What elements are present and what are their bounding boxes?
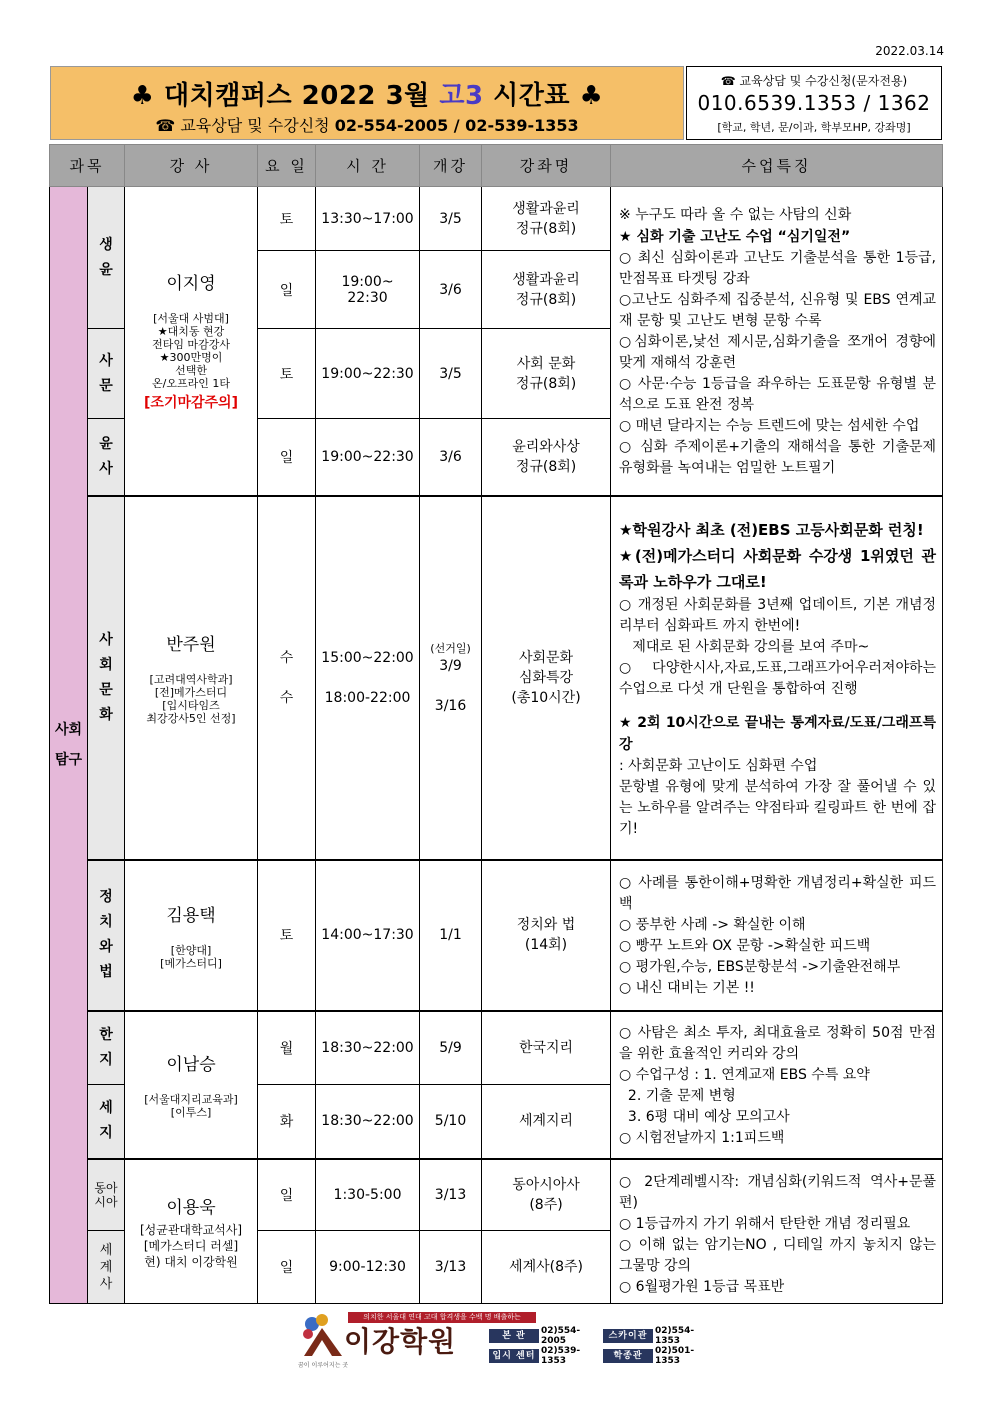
day-cell: 토 [258,329,316,419]
teacher-credentials: [고려대역사학과] [전]메가스터디 [입시타임즈 최강강사5인 선정] [146,673,236,725]
phone-line [51,113,683,136]
timetable [49,144,943,1304]
table-row [50,1159,943,1231]
feature-line: ○ 사례를 통한이해+명확한 개념정리+확실한 피드백 [619,875,937,912]
start-cell: 5/10 [420,1085,482,1159]
academy-name: 이강학원 [344,1325,457,1358]
feature-line: ○ 최신 심화이론과 고난도 기출분석을 통한 1등급,만점목표 타겟팅 강좌 [619,250,937,288]
start-cell: 1/1 [420,860,482,1011]
branch-number: 02)554-1353 [655,1326,695,1346]
branch-label: 학종관 [603,1349,653,1363]
table-row [50,1011,943,1085]
features-cell [611,187,943,496]
course-cell: 한국지리 [482,1011,611,1085]
academy-logo-icon [298,1310,348,1360]
feature-line: ○ 1등급까지 가기 위해서 탄탄한 개념 정리필요 [619,1216,911,1233]
teacher-cell [125,496,258,860]
course-cell: 생활과윤리 정규(8회) [482,187,611,251]
header-course: 강좌명 [482,145,611,187]
early-close-warning: [조기마감주의] [144,395,238,412]
feature-line: ○ 시험전날까지 1:1피드백 [619,1129,785,1146]
time-cell: 18:30~22:00 [316,1085,420,1159]
subject-cell: 정 치 와 법 [88,860,125,1011]
branch-number: 02)501-1353 [655,1346,695,1366]
subject-cell: 생 윤 [88,187,125,329]
feature-line: ★학원강사 최초 (전)EBS 고등사회문화 런칭! [619,521,924,539]
teacher-name: 이지영 [166,274,216,295]
feature-line: ○ 수업구성 : 1. 연계교재 EBS 수특 요약 [619,1066,870,1083]
feature-line: ○ 6월평가원 1등급 목표반 [619,1279,785,1296]
feature-line: ○ 빵꾸 노트와 OX 문항 ->확실한 피드백 [619,938,871,954]
subject-cell: 한 지 [88,1011,125,1085]
course-cell: 동아시아사 (8주) [482,1159,611,1231]
feature-line: ○ 심화 주제이론+기출의 재해석을 통한 기출문제 유형화를 녹여내는 엄밀한 노트필기 [619,439,937,477]
feature-line: 문항별 유형에 맞게 분석하여 가장 잘 풀어낼 수 있는 노하우를 알려주는 약점타파 킬링파트 한 번에 잡기! [619,779,937,837]
teacher-credentials: [성균관대학교석사] [메가스터디 러셀] 현) 대치 이강학원 [139,1222,243,1269]
course-cell: 윤리와사상 정규(8회) [482,419,611,496]
feature-line: ○ 2단계레벨시작: 개념심화(키워드적 역사+문풀편) [619,1174,937,1212]
text-contact-box [686,66,942,140]
academy-slogan: 의치한 서울대 연대 고대 합격생을 수백 명 배출하는 [348,1312,536,1323]
table-row [50,187,943,251]
page-title: ♣ 대치캠퍼스 2022 3월 고3 시간표 ♣ [130,81,604,111]
start-cell: 3/6 [420,419,482,496]
features-cell [611,860,943,1011]
time-cell: 13:30~17:00 [316,187,420,251]
teacher-cell [125,1159,258,1304]
start-cell: 3/13 [420,1231,482,1304]
time-cell: 1:30-5:00 [316,1159,420,1231]
time-cell: 18:30~22:00 [316,1011,420,1085]
contact-numbers: 010.6539.1353 / 1362 [697,91,931,115]
feature-line: ★ 심화 기출 고난도 수업 “심기일전” [619,229,851,246]
course-cell: 정치와 법 (14회) [482,860,611,1011]
start-cell: 3/6 [420,251,482,329]
features-cell [611,1011,943,1159]
branch-number: 02)554-2005 [541,1326,581,1346]
day-cell: 토 [258,860,316,1011]
day-cell: 토 [258,187,316,251]
day-cell: 화 [258,1085,316,1159]
course-cell: 세계지리 [482,1085,611,1159]
branch-label: 입시 센터 [489,1349,539,1363]
title-banner [50,66,684,140]
teacher-credentials: [서울대 사범대] ★대치동 현강 전타임 마감강사 ★300만명이 선택한 온/오프라인 1타 [152,312,230,391]
feature-line: ○ 내신 대비는 기본 !! [619,980,755,996]
header-teacher: 강 사 [125,145,258,187]
header-time: 시 간 [316,145,420,187]
start-cell: 3/5 [420,187,482,251]
feature-line: ★(전)메가스터디 사회문화 수강생 1위였던 관록과 노하우가 그대로! [619,547,937,591]
subject-cell: 세 지 [88,1085,125,1159]
feature-line: ○ 매년 달라지는 수능 트렌드에 맞는 섬세한 수업 [619,418,920,435]
feature-line: ○ 사탐은 최소 투자, 최대효율로 정확히 50점 만점을 위한 효율적인 커리와 강의 [619,1024,937,1062]
subject-cell: 윤 사 [88,419,125,496]
teacher-name: 이남승 [166,1055,216,1075]
time-cell: 14:00~17:30 [316,860,420,1011]
teacher-credentials: [서울대지리교육과] [이투스] [144,1093,238,1119]
day-cell: 일 [258,1231,316,1304]
contact-note: [학교, 학년, 문/이과, 학부모HP, 강좌명] [717,121,911,134]
time-cell: 19:00~ 22:30 [316,251,420,329]
features-cell [611,1159,943,1304]
start-cell [420,496,482,860]
feature-line: 3. 6평 대비 예상 모의고사 [619,1108,790,1125]
time-cell: 9:00-12:30 [316,1231,420,1304]
header-features: 수업특징 [611,145,943,187]
feature-line: ○ 풍부한 사례 -> 확실한 이해 [619,917,806,933]
feature-line: ○ 다양한시사,자료,도표,그래프가어우러져야하는 수업으로 다섯 개 단원을 통합하여 진행 [619,660,937,697]
feature-line: ★ 2회 10시간으로 끝내는 통계자료/도표/그래프특강 [619,715,937,753]
feature-line: 제대로 된 사회문화 강의를 보여 주마~ [619,639,870,655]
table-row [50,496,943,860]
table-row [50,860,943,1011]
course-cell: 사회 문화 정규(8회) [482,329,611,419]
feature-line: 2. 기출 문제 변형 [619,1087,736,1104]
feature-line: ○고난도 심화주제 집중분석, 신유형 및 EBS 연계교재 문항 및 고난도 변형 문항 수록 [619,292,937,330]
subject-cell: 동아 시아 [88,1159,125,1231]
subject-cell: 사 회 문 화 [88,496,125,860]
time-cell: 15:00~22:00 18:00-22:00 [316,496,420,860]
branch-row [489,1346,719,1366]
grade-label: 고3 [439,81,484,111]
start-cell: 5/9 [420,1011,482,1085]
teacher-name: 이용욱 [166,1197,216,1218]
academy-footer [298,1310,718,1372]
branch-contacts [489,1326,719,1366]
time-cell: 19:00~22:30 [316,329,420,419]
teacher-credentials: [한양대] [메가스터디] [160,943,222,970]
category-social-studies: 사회 탐구 [50,187,88,1304]
feature-line: ○ 개정된 사회문화를 3년째 업데이트, 기본 개념정리부터 심화파트 까지 한번에! [619,597,937,634]
phone-numbers: 02-554-2005 / 02-539-1353 [334,116,579,135]
teacher-cell [125,860,258,1011]
branch-label: 본 관 [489,1329,539,1343]
issue-date: 2022.03.14 [875,44,944,58]
header-subject: 과목 [50,145,125,187]
contact-label: ☎ 교육상담 및 수강신청(문자전용) [720,74,908,88]
branch-number: 02)539-1353 [541,1346,581,1366]
branch-label: 스카이관 [603,1329,653,1343]
features-cell [611,496,943,860]
table-header-row [50,145,943,187]
feature-line: ○ 이해 없는 암기는NO , 디테일 까지 놓치지 않는 그물망 강의 [619,1237,937,1275]
time-cell: 19:00~22:30 [316,419,420,496]
start-note: (선거일) [430,641,471,655]
start-dates: 3/9 3/16 [434,657,467,714]
subject-cell: 세 계 사 [88,1231,125,1304]
day-cell: 일 [258,1159,316,1231]
start-cell: 3/13 [420,1159,482,1231]
feature-line: : 사회문화 고난이도 심화편 수업 [619,758,818,774]
start-cell: 3/5 [420,329,482,419]
subject-cell: 사 문 [88,329,125,419]
phone-label: ☎ 교육상담 및 수강신청 [155,116,335,135]
course-cell: 세계사(8주) [482,1231,611,1304]
teacher-cell [125,1011,258,1159]
day-cell: 수 수 [258,496,316,860]
teacher-cell [125,187,258,496]
branch-row [489,1326,719,1346]
feature-line: ○ 사문·수능 1등급을 좌우하는 도표문항 유형별 분석으로 도표 완전 정복 [619,376,937,414]
feature-line: ○ 평가원,수능, EBS분항분석 ->기출완전해부 [619,959,901,975]
teacher-name: 반주원 [166,635,216,655]
header-start: 개강 [420,145,482,187]
feature-line: ○심화이론,낯선 제시문,심화기출을 쪼개어 경향에 맞게 재해석 강훈련 [619,334,937,372]
academy-tagline: 꿈이 이루어지는 곳 [298,1362,349,1369]
day-cell: 일 [258,251,316,329]
day-cell: 일 [258,419,316,496]
teacher-name: 김용택 [166,905,216,926]
feature-line: ※ 누구도 따라 올 수 없는 사탐의 신화 [619,207,852,224]
course-cell: 사회문화 심화특강 (총10시간) [482,496,611,860]
course-cell: 생활과윤리 정규(8회) [482,251,611,329]
header-day: 요 일 [258,145,316,187]
day-cell: 월 [258,1011,316,1085]
